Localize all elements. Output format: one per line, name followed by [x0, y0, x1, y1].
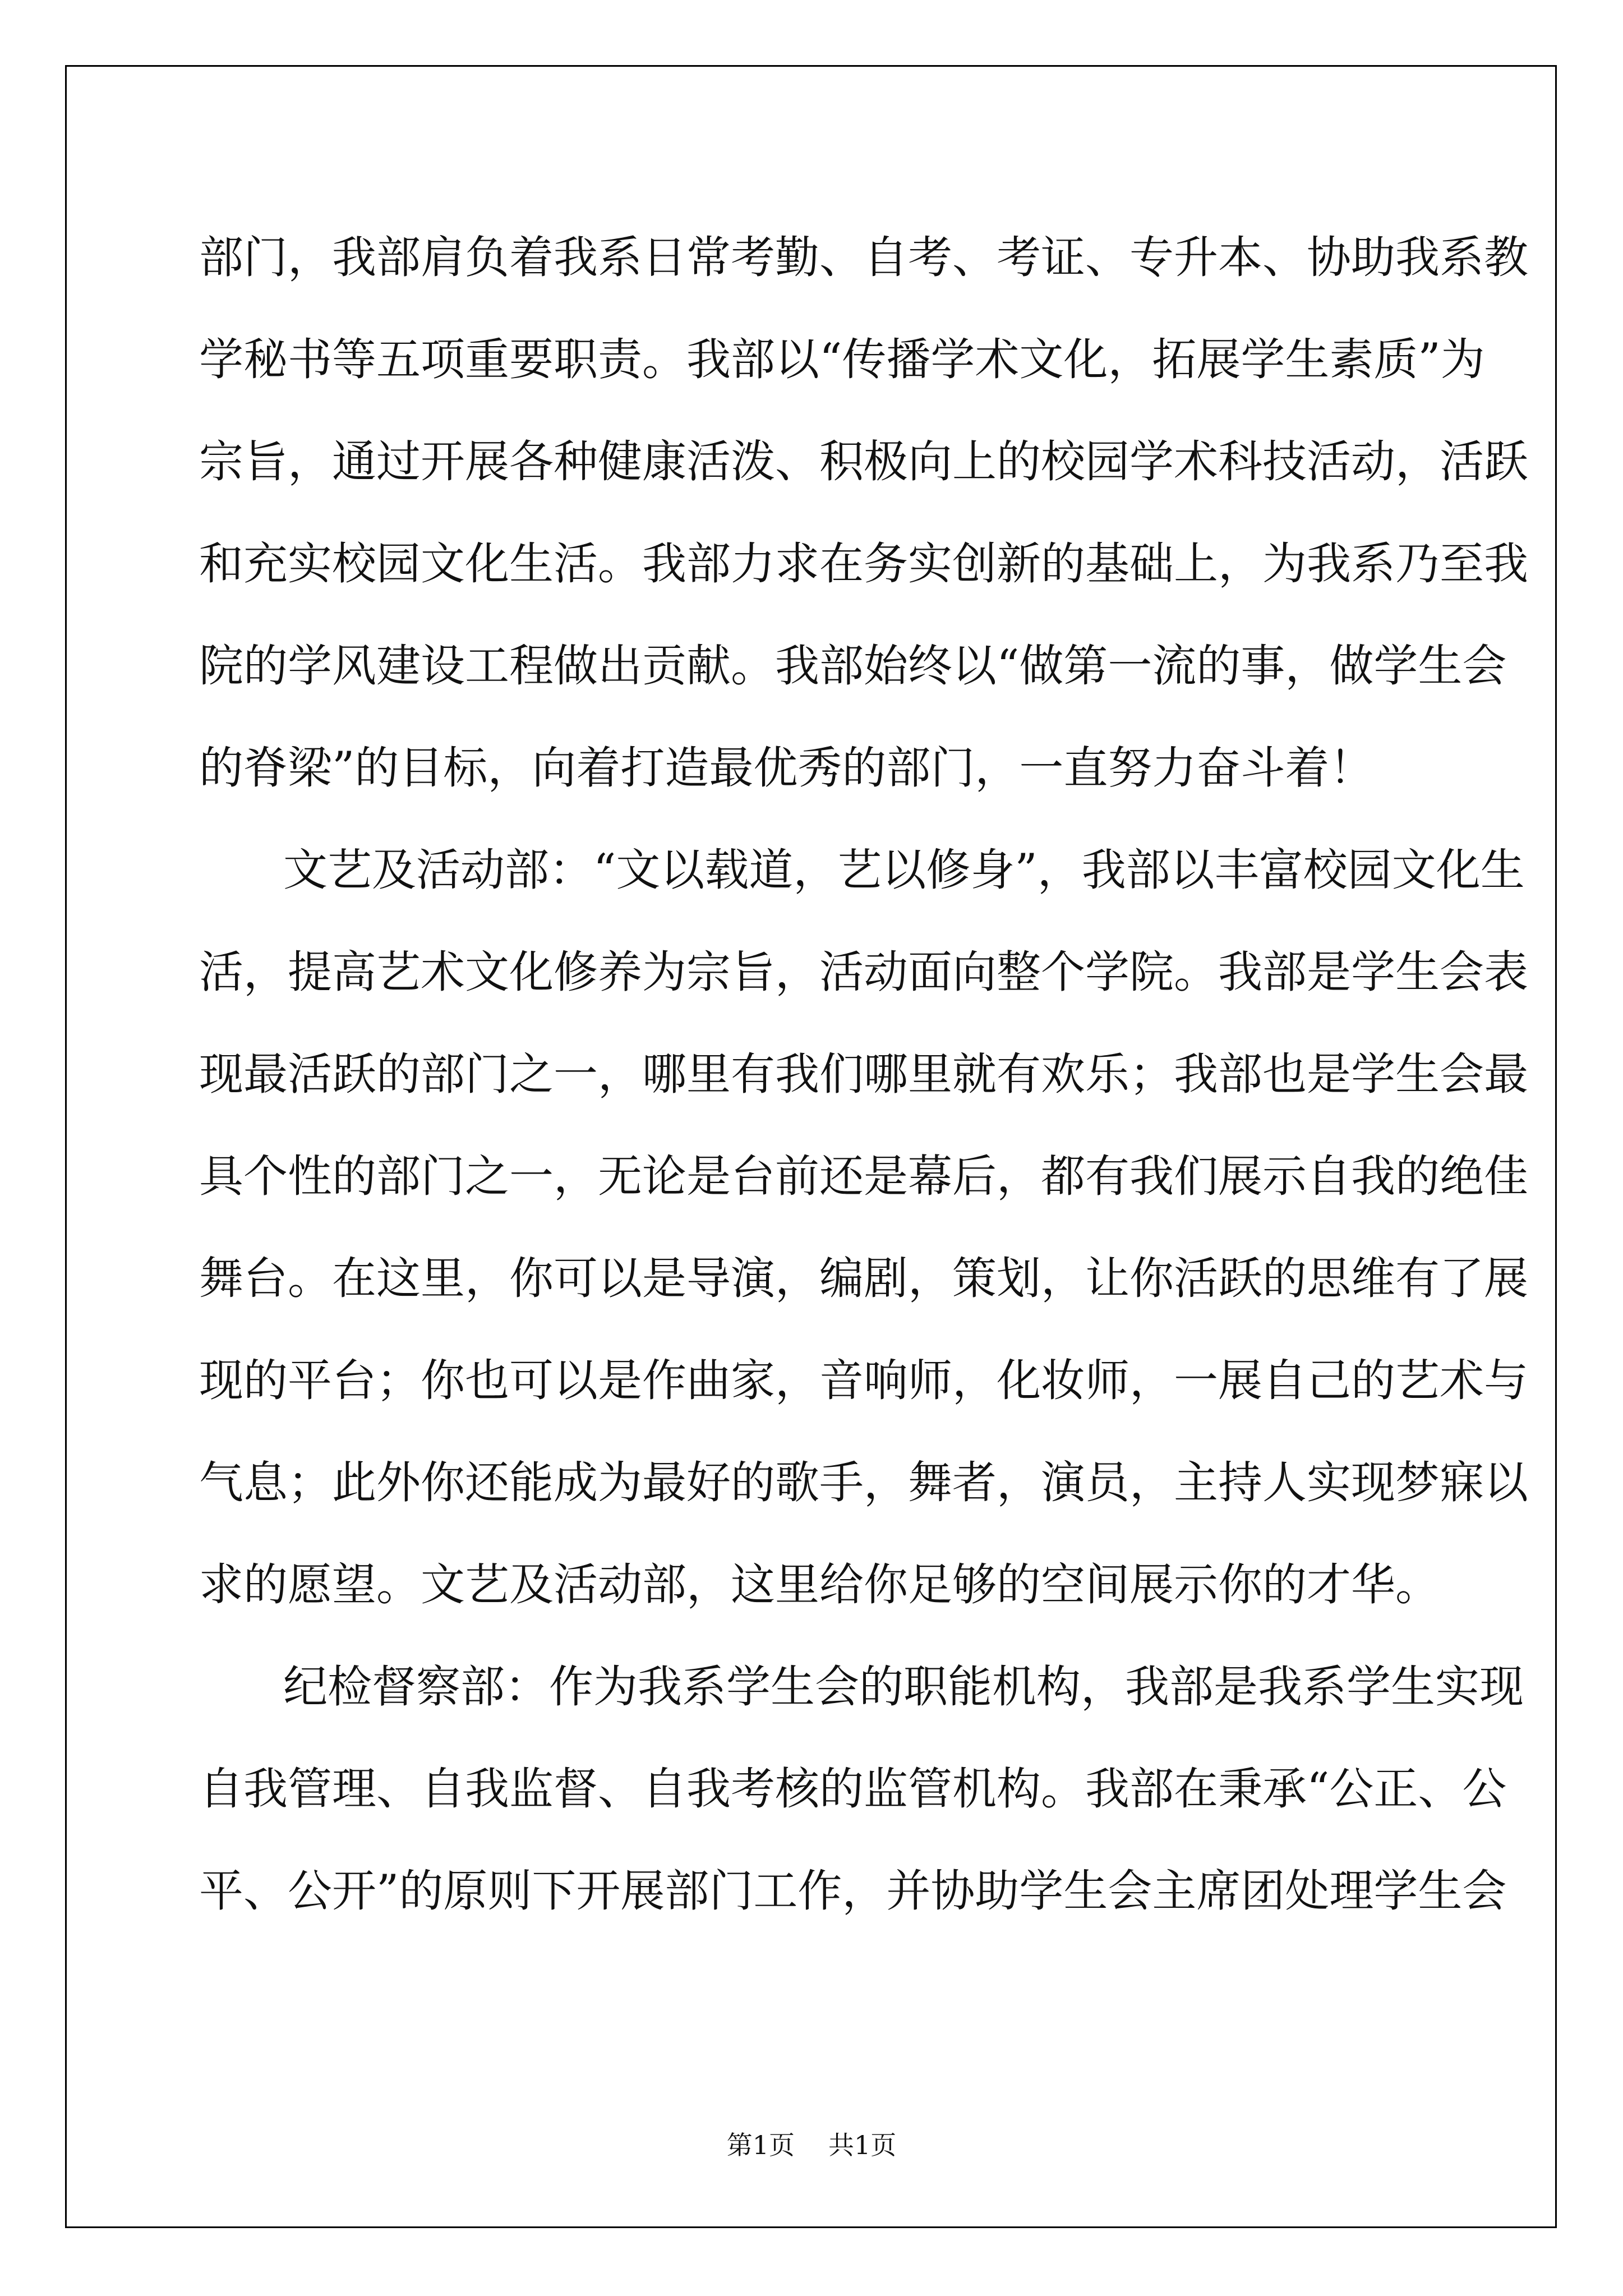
text-line: 平、公开”的原则下开展部门工作，并协助学生会主席团处理学生会 [199, 1865, 1507, 1917]
text-line: 的脊梁”的目标，向着打造最优秀的部门，一直努力奋斗着！ [199, 742, 1374, 794]
document-body [199, 206, 1528, 1942]
text-line: 院的学风建设工程做出贡献。我部始终以“做第一流的事，做学生会 [199, 640, 1507, 692]
text-line: 求的愿望。文艺及活动部，这里给你足够的空间展示你的才华。 [199, 1559, 1440, 1611]
text-line: 学秘书等五项重要职责。我部以“传播学术文化，拓展学生素质”为 [199, 334, 1485, 385]
text-line: 现最活跃的部门之一，哪里有我们哪里就有欢乐；我部也是学生会最 [199, 1048, 1528, 1100]
text-line: 自我管理、自我监督、自我考核的监管机构。我部在秉承“公正、公 [199, 1763, 1507, 1815]
text-line: 文艺及活动部：“文以载道，艺以修身”，我部以丰富校园文化生 [283, 844, 1525, 896]
page-number: 第1页 [726, 2130, 795, 2160]
text-line: 舞台。在这里，你可以是导演，编剧，策划，让你活跃的思维有了展 [199, 1253, 1528, 1304]
page-footer [0, 2125, 1623, 2162]
page-total: 共1页 [828, 2130, 897, 2160]
text-line: 气息；此外你还能成为最好的歌手，舞者，演员，主持人实现梦寐以 [199, 1457, 1528, 1508]
text-line: 和充实校园文化生活。我部力求在务实创新的基础上，为我系乃至我 [199, 538, 1528, 590]
text-line: 部门，我部肩负着我系日常考勤、自考、考证、专升本、协助我系教 [199, 232, 1528, 283]
text-line: 现的平台；你也可以是作曲家，音响师，化妆师，一展自己的艺术与 [199, 1355, 1528, 1406]
text-line: 宗旨，通过开展各种健康活泼、积极向上的校园学术科技活动，活跃 [199, 436, 1528, 487]
text-line: 纪检督察部：作为我系学生会的职能机构，我部是我系学生实现 [283, 1661, 1524, 1713]
text-line: 活，提高艺术文化修养为宗旨，活动面向整个学院。我部是学生会表 [199, 946, 1528, 998]
text-line: 具个性的部门之一，无论是台前还是幕后，都有我们展示自我的绝佳 [199, 1151, 1528, 1202]
